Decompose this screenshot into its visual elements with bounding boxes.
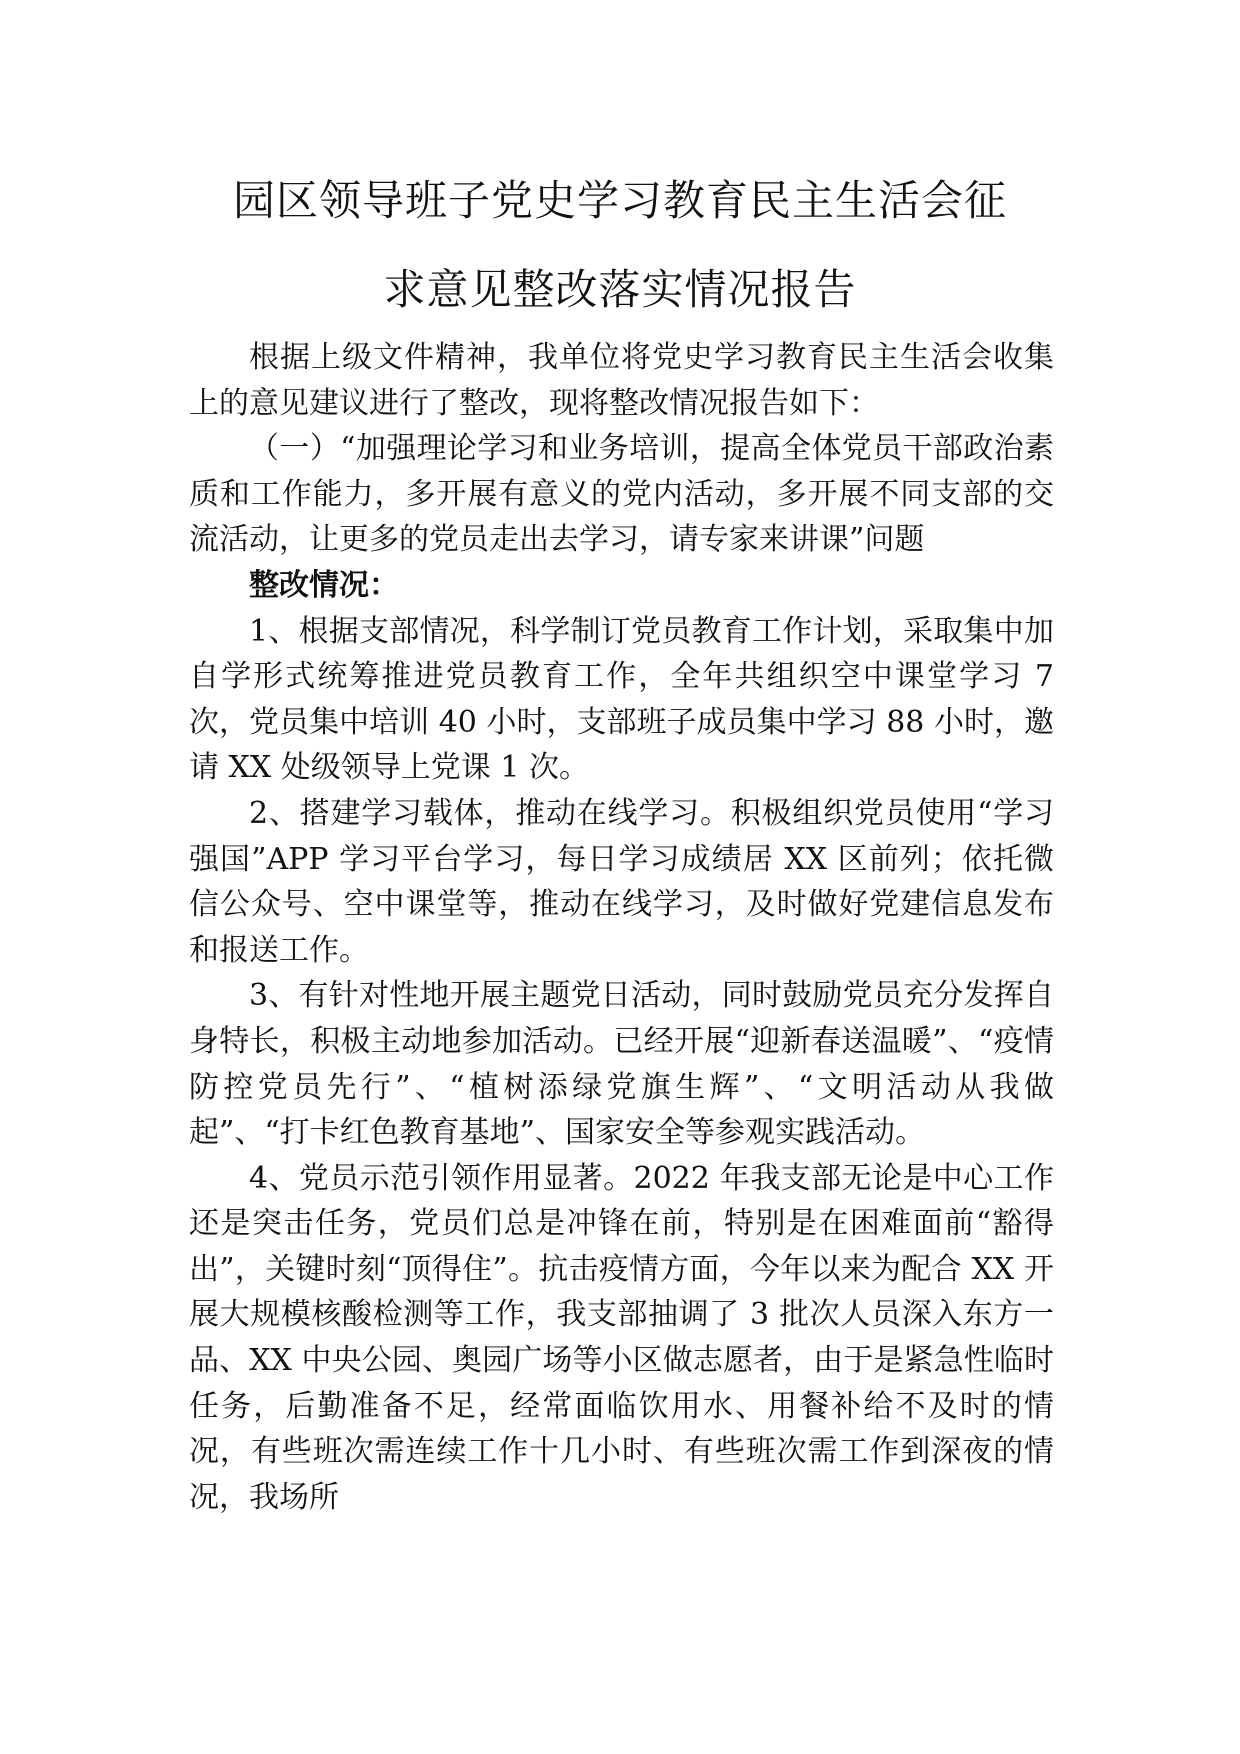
document-title-line-2: 求意见整改落实情况报告 (383, 265, 857, 314)
rectification-label: 整改情况： (249, 567, 399, 603)
rectification-item-4: 4、党员示范引领作用显著。2022 年我支部无论是中心工作还是突击任务，党员们总是冲锋在前，特别是在困难面前“豁得出”，关键时刻“顶得住”。抗击疫情方面，今年以来为配合 XX 开展大规模核酸检测等工作，我支部抽调了 3 批次人员深入东方一品、XX 中央公园、奥园广场等小区做志愿者，由于是紧急性临时任务，后勤准备不足，经常面临饮用水、用餐补给不及时的情况，有些班次需连续工作十几小时、有些班次需工作到深夜的情况，我场所 (189, 1160, 1054, 1515)
rectification-item-1: 1、根据支部情况，科学制订党员教育工作计划，采取集中加自学形式统筹推进党员教育工作，全年共组织空中课堂学习 7 次，党员集中培训 40 小时，支部班子成员集中学习 88 小时，邀请 XX 处级领导上党课 1 次。 (189, 613, 1054, 786)
document-body (189, 335, 1054, 1520)
document-title-line-1: 园区领导班子党史学习教育民主生活会征 (232, 176, 1007, 225)
rectification-item-3: 3、有针对性地开展主题党日活动，同时鼓励党员充分发挥自身特长，积极主动地参加活动。已经开展“迎新春送温暖”、“疫情防控党员先行”、“植树添绿党旗生辉”、“文明活动从我做起”、“打卡红色教育基地”、国家安全等参观实践活动。 (189, 978, 1054, 1151)
rectification-item-2: 2、搭建学习载体，推动在线学习。积极组织党员使用“学习强国”APP 学习平台学习，每日学习成绩居 XX 区前列；依托微信公众号、空中课堂等，推动在线学习，及时做好党建信息发布和报送工作。 (189, 795, 1054, 968)
intro-paragraph: 根据上级文件精神，我单位将党史学习教育民主生活会收集上的意见建议进行了整改，现将整改情况报告如下： (189, 340, 1054, 421)
section-1-heading: （一）“加强理论学习和业务培训，提高全体党员干部政治素质和工作能力，多开展有意义的党内活动，多开展不同支部的交流活动，让更多的党员走出去学习，请专家来讲课”问题 (189, 431, 1054, 558)
